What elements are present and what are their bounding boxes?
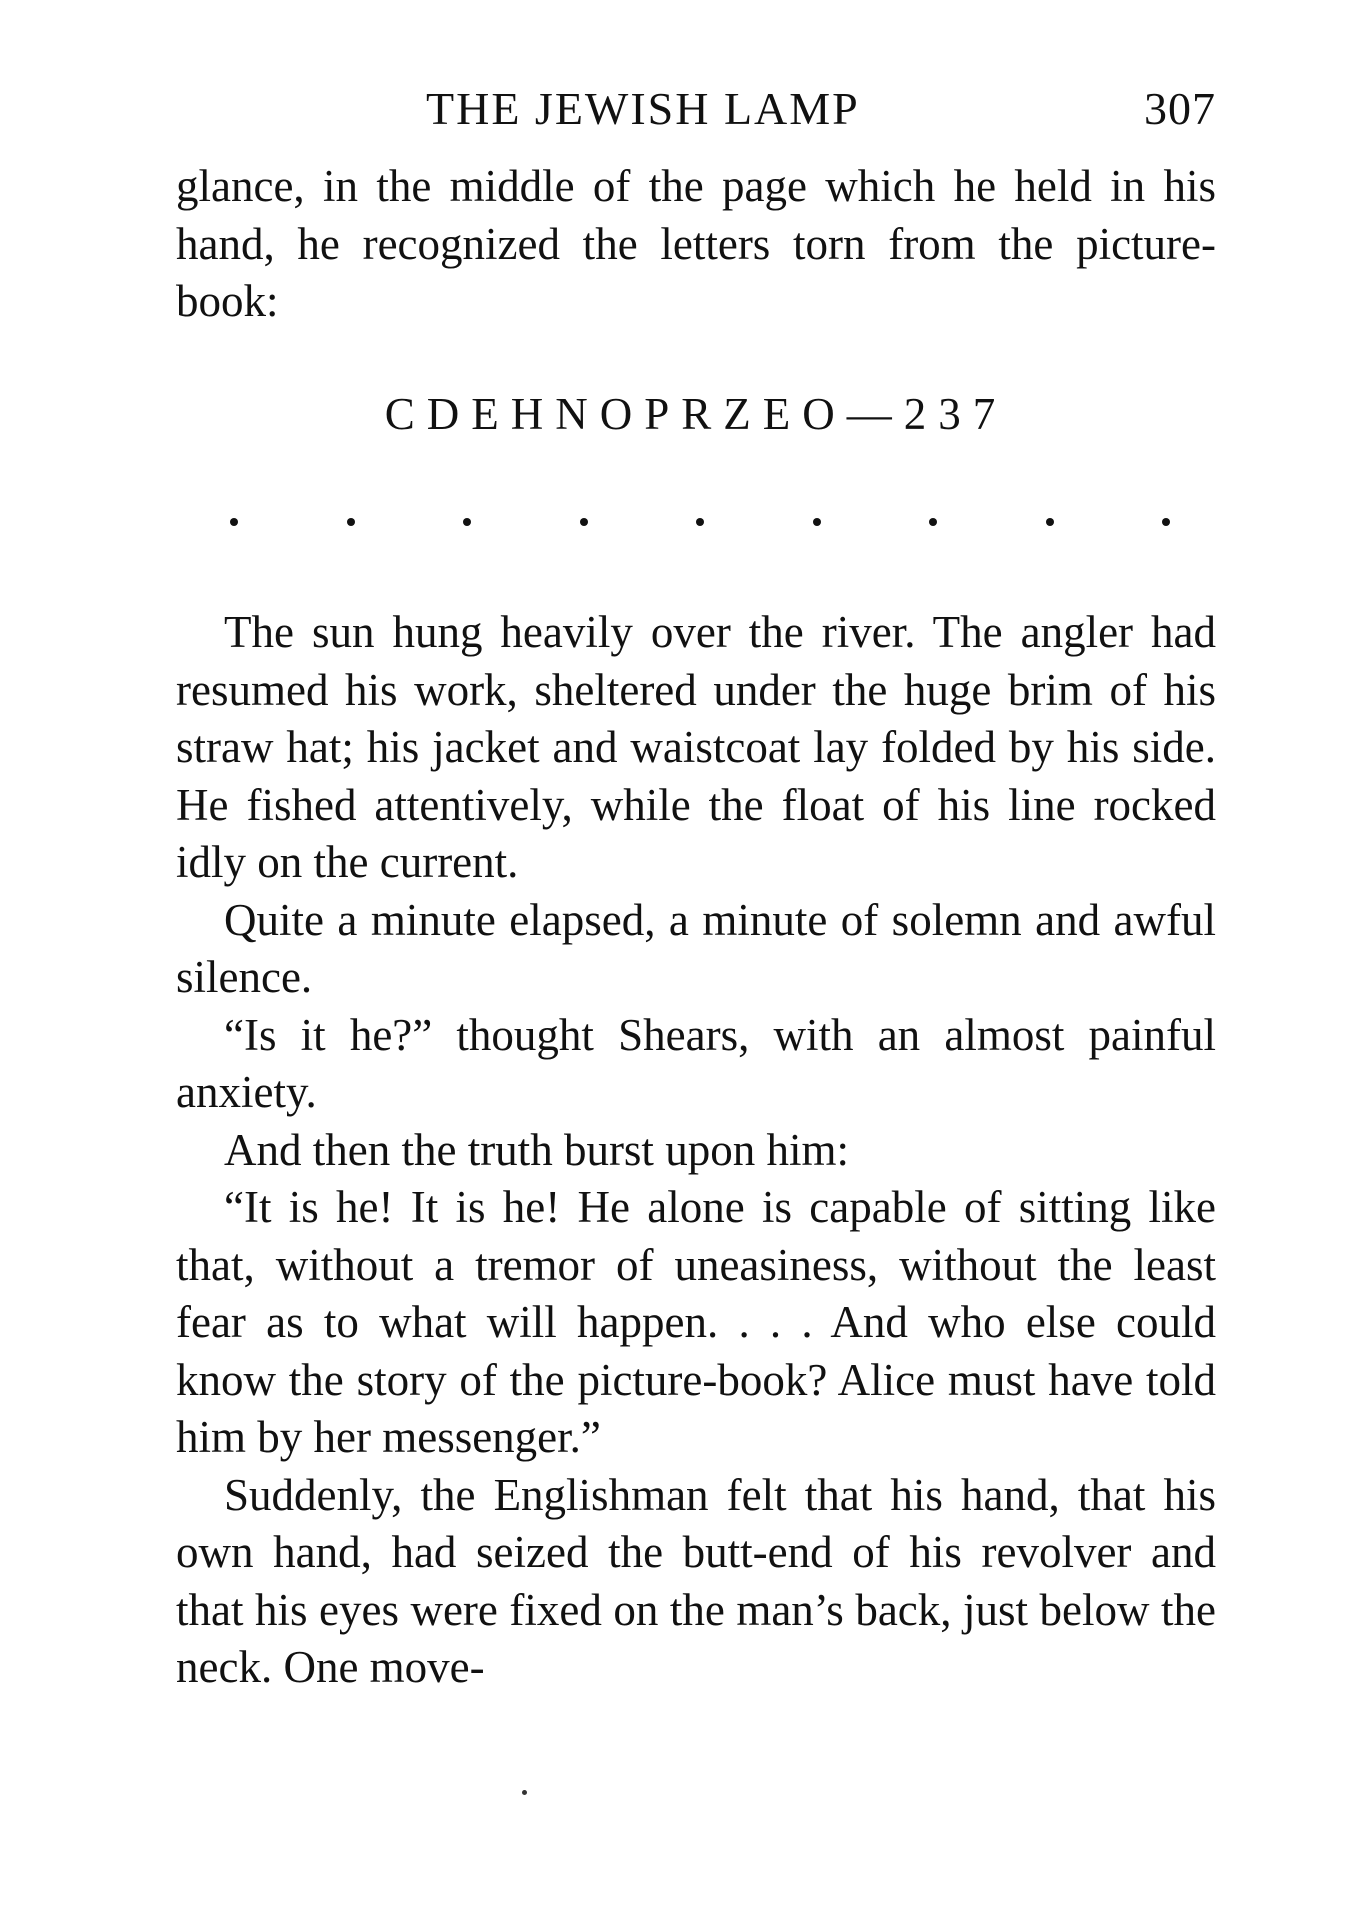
- section-break-dot: [463, 518, 471, 526]
- page-number: 307: [1144, 83, 1216, 134]
- section-break: [230, 518, 1170, 526]
- paragraph: Suddenly, the Englishman felt that his hand, that his own hand, had seized the butt-end of his revolver and that his eyes were fixed on the man’s back, just below the neck. One move-: [176, 1469, 1216, 1692]
- section-break-dot: [929, 518, 937, 526]
- opening-text: [176, 158, 1216, 331]
- running-head: [176, 82, 1216, 142]
- section-break-dot: [813, 518, 821, 526]
- running-title: THE JEWISH LAMP: [426, 83, 860, 134]
- paragraph: And then the truth burst upon him:: [224, 1124, 849, 1175]
- section-break-dot: [696, 518, 704, 526]
- print-speck: [522, 1790, 527, 1795]
- paragraph: “Is it he?” thought Shears, with an almost painful anxiety.: [176, 1009, 1216, 1117]
- section-break-dot: [580, 518, 588, 526]
- section-break-dot: [1046, 518, 1054, 526]
- body-text: [176, 604, 1216, 1697]
- section-break-dot: [1162, 518, 1170, 526]
- section-break-dot: [230, 518, 238, 526]
- cipher-line: CDEHNOPRZEO—237: [384, 389, 1008, 439]
- paragraph: Quite a minute elapsed, a minute of solemn and awful silence.: [176, 894, 1216, 1002]
- paragraph: “It is he! It is he! He alone is capable of sitting like that, without a tremor of uneasiness, without the least fear as to what will happen. . . . And who else could know the story of the picture-book? Alice must have told him by her messenger.”: [176, 1182, 1216, 1462]
- paragraph: The sun hung heavily over the river. The angler had resumed his work, sheltered under the huge brim of his straw hat; his jacket and waistcoat lay folded by his side. He fished attentively, while the float of his line rocked idly on the current.: [176, 607, 1216, 887]
- section-break-dot: [347, 518, 355, 526]
- opening-paragraph: glance, in the middle of the page which he held in his hand, he recognized the letters torn from the picture-book:: [176, 161, 1216, 326]
